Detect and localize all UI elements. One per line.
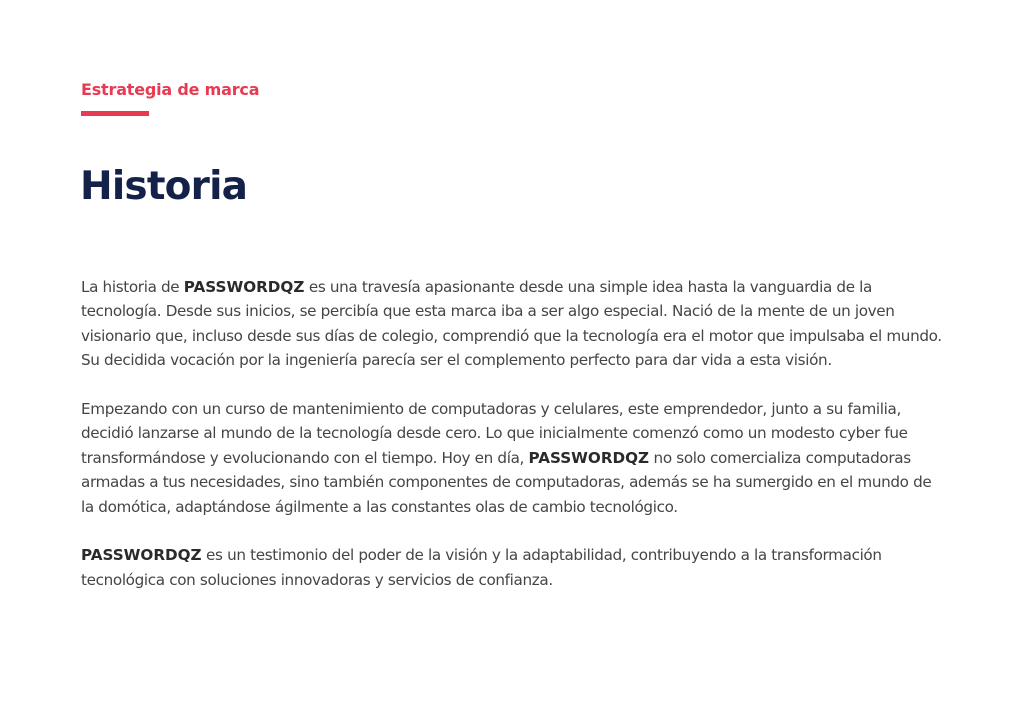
- section-underline: [81, 111, 149, 116]
- paragraph-text: no solo comercializa computadoras armadas a tus necesidades, sino también componentes de computadoras, además se ha sumergido en el mundo de la domótica, adaptándose ágilmente a las constantes olas de cambio tecnológico.: [81, 448, 932, 516]
- body-text: [81, 275, 947, 617]
- paragraph-history-conclusion: [81, 543, 947, 592]
- brand-name: PASSWORDQZ: [81, 546, 202, 565]
- paragraph-text: es un testimonio del poder de la visión y la adaptabilidad, contribuyendo a la transformación tecnológica con soluciones innovadoras y servicios de confianza.: [81, 546, 882, 589]
- paragraph-text: La historia de: [81, 278, 184, 296]
- paragraph-text: es una travesía apasionante desde una simple idea hasta la vanguardia de la tecnología. Desde sus inicios, se percibía que esta marca iba a ser algo especial. Nació de la mente de un joven visionario que, incluso desde sus días de colegio, comprendió que la tecnología era el motor que impulsaba el mundo. Su decidida vocación por la ingeniería parecía ser el complemento perfecto para dar vida a esta visión.: [81, 278, 942, 370]
- paragraph-history-intro: [81, 275, 947, 373]
- paragraph-history-growth: [81, 397, 947, 519]
- page-title: Historia: [80, 164, 248, 209]
- brand-name: PASSWORDQZ: [183, 278, 305, 296]
- brand-name: PASSWORDQZ: [528, 448, 650, 467]
- section-label: Estrategia de marca: [81, 80, 260, 99]
- paragraph-text: Empezando con un curso de mantenimiento de computadoras y celulares, este emprendedor, junto a su familia, decidió lanzarse al mundo de la tecnología desde cero. Lo que inicialmente comenzó como un modesto cyber fue transformándose y evolucionando con el tiempo. Hoy en día,: [81, 400, 908, 467]
